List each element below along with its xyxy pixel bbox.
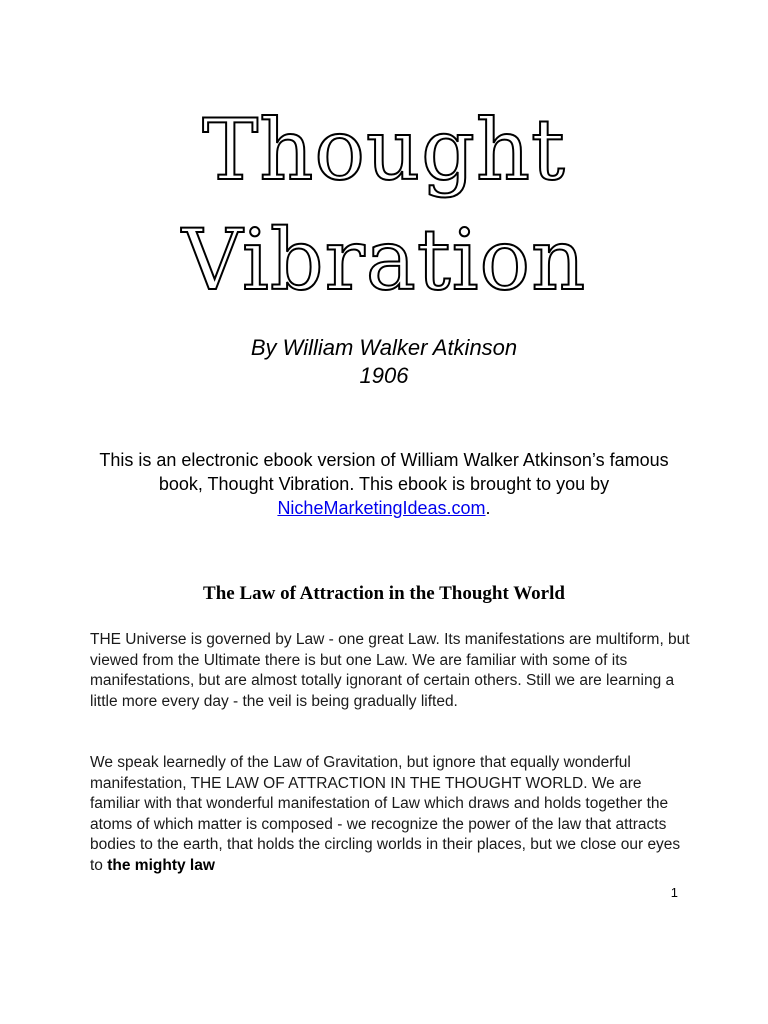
byline [0,334,768,390]
niche-marketing-link[interactable]: NicheMarketingIdeas.com [277,498,486,518]
book-title-line-1: Thought [202,101,566,199]
intro-paragraph [80,448,688,520]
chapter-heading: The Law of Attraction in the Thought World [203,583,565,604]
publication-year: 1906 [359,363,409,388]
body-paragraph-2 [90,753,690,876]
intro-text: This is an electronic ebook version of William Walker Atkinson’s famous book, Thought Vibration. This ebook is brought to you by [99,450,669,494]
page-number: 1 [670,885,678,900]
body-paragraph-2-text: We speak learnedly of the Law of Gravitation, but ignore that equally wonderful manifestation, THE LAW OF ATTRACTION IN THE THOUGHT WORLD. We are familiar with that wonderful manifestation of Law which draws and holds together the atoms of which matter is composed - we recognize the power of the law that attracts bodies to the earth, that holds the circling worlds in their places, but we close our eyes to [90,754,681,874]
body-paragraph-2-bold: the mighty law [107,856,215,874]
author-name: By William Walker Atkinson [250,335,518,360]
intro-after-link: . [485,498,491,518]
book-title-line-2: Vibration [181,211,587,309]
body-paragraph-1: THE Universe is governed by Law - one great Law. Its manifestations are multiform, but viewed from the Ultimate there is but one Law. We are familiar with some of its manifestations, but are almost totally ignorant of certain others. Still we are learning a little more every day - the veil is being gradually lifted. [90,631,690,710]
